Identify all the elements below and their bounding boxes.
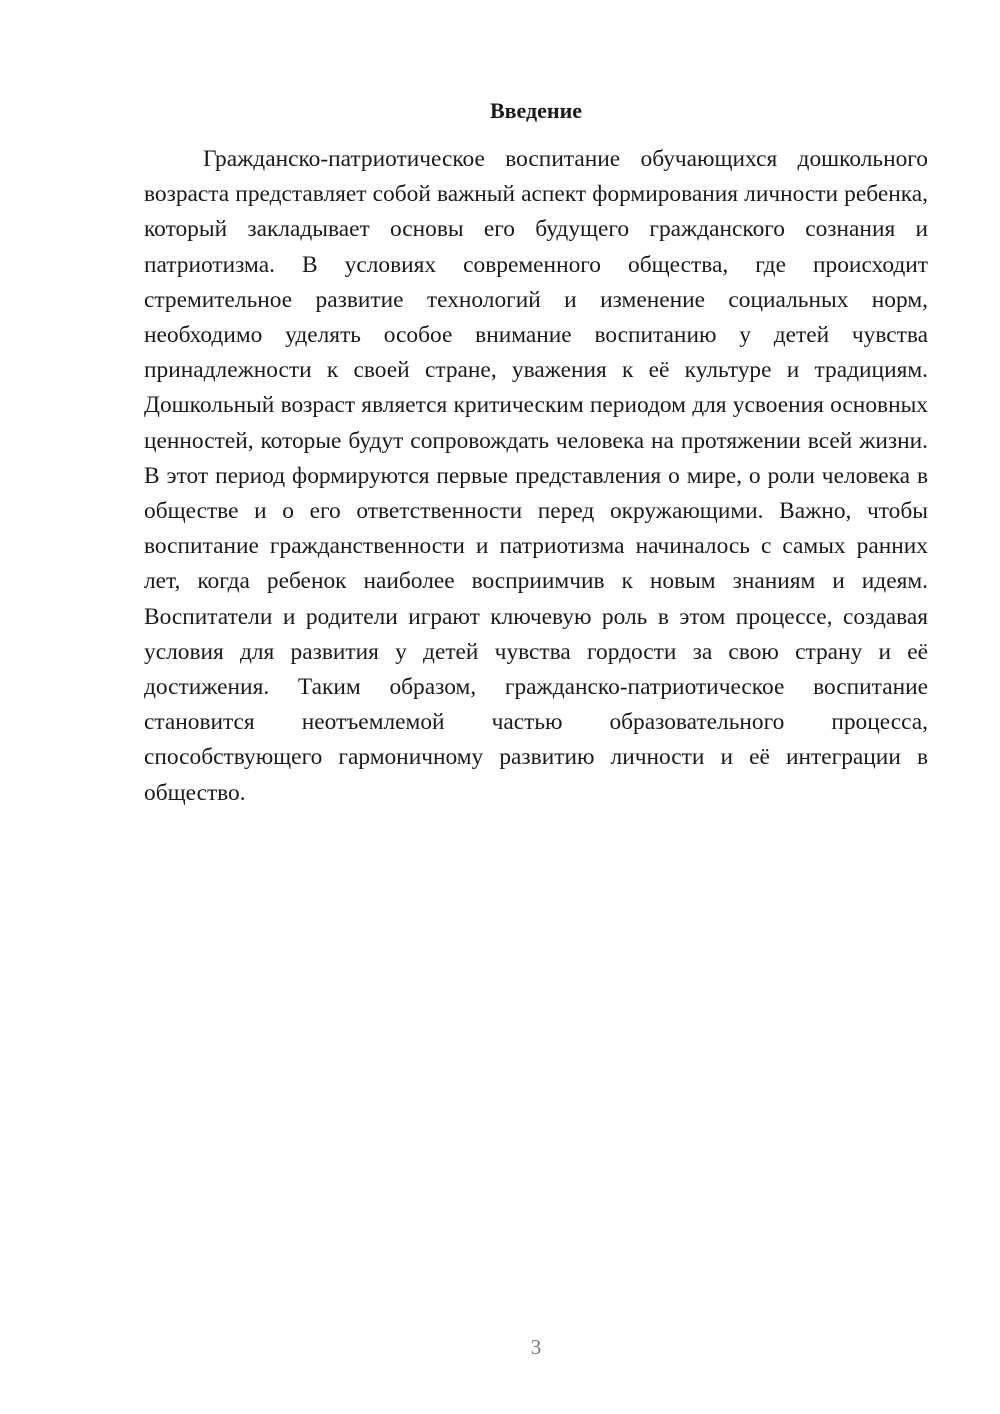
page-number: 3 [530,1335,542,1359]
body-paragraph: Гражданско-патриотическое воспитание обучающихся дошкольного возраста представляет собой важный аспект формирования личности ребенка, который закладывает основы его будущего гражданского сознания и патриотизма. В условиях современного общества, где происходит стремительное развитие технологий и изменение социальных норм, необходимо уделять особое внимание воспитанию у детей чувства принадлежности к своей стране, уважения к её культуре и традициям. Дошкольный возраст является критическим периодом для усвоения основных ценностей, которые будут сопровождать человека на протяжении всей жизни. В этот период формируются первые представления о мире, о роли человека в обществе и о его ответственности перед окружающими. Важно, чтобы воспитание гражданственности и патриотизма начиналось с самых ранних лет, когда ребенок наиболее восприимчив к новым знаниям и идеям. Воспитатели и родители играют ключевую роль в этом процессе, создавая условия для развития у детей чувства гордости за свою страну и её достижения. Таким образом, гражданско-патриотическое воспитание становится неотъемлемой частью образовательного процесса, способствующего гармоничному развитию личности и её интеграции в общество. [144,146,928,806]
section-heading: Введение [489,98,583,123]
